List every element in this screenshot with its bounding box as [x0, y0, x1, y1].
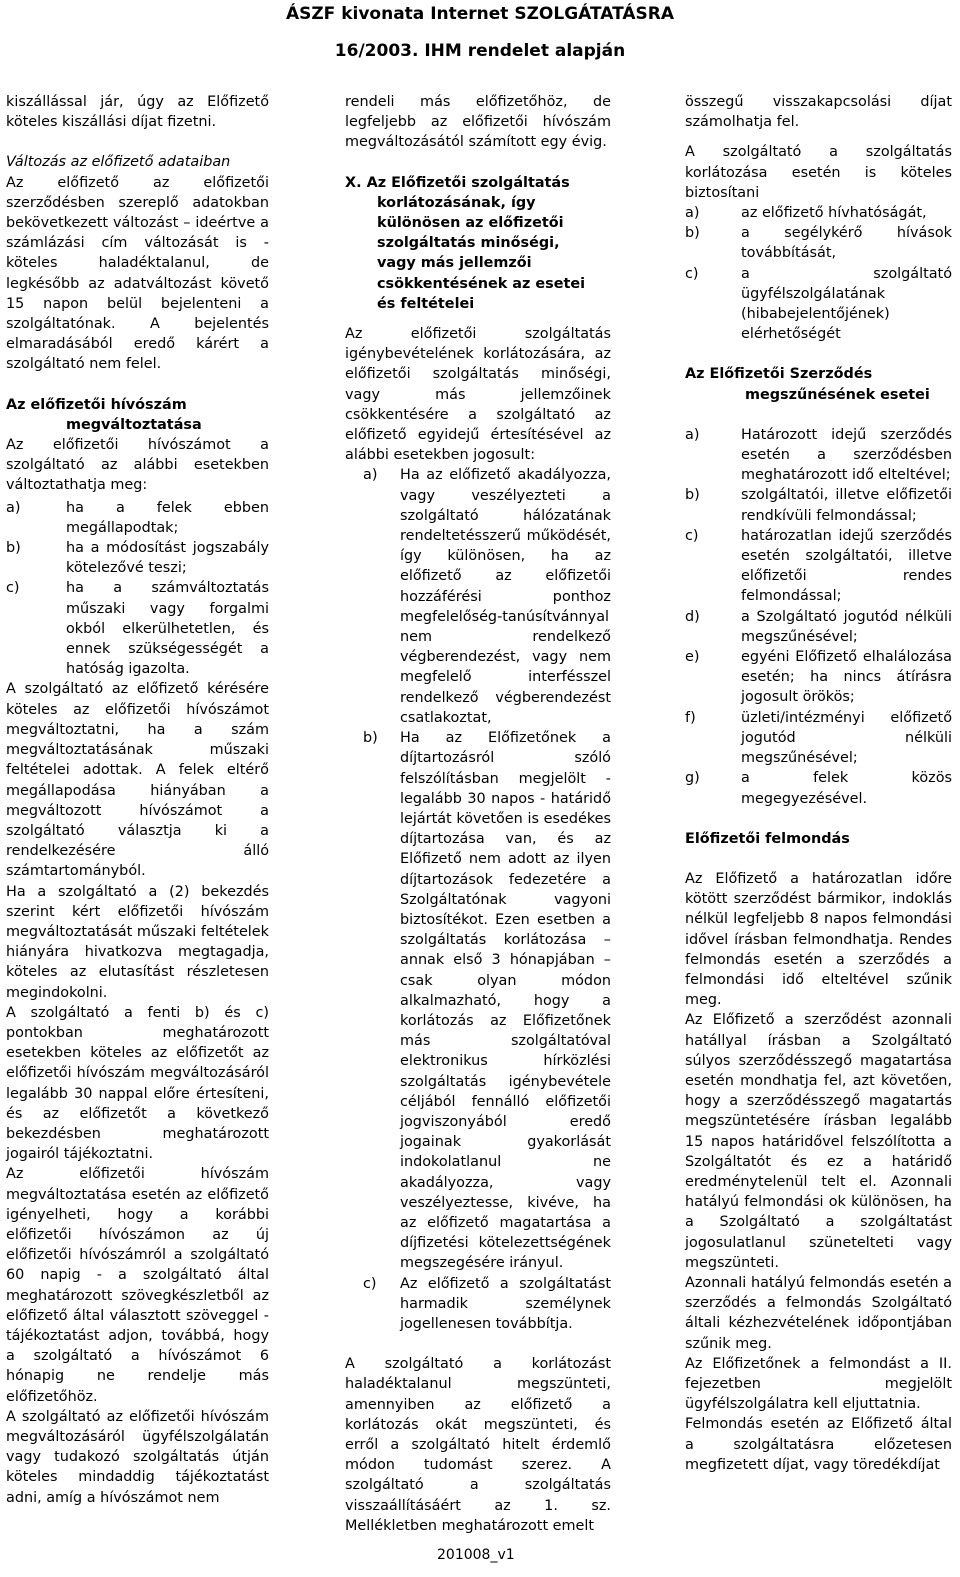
- list-item: [685, 264, 952, 345]
- paragraph: Az előfizetői hívószámot a szolgáltató az alábbi esetekben változtathatja meg:: [6, 437, 269, 494]
- paragraph: összegű visszakapcsolási díjat számolhatja fel.: [685, 94, 952, 131]
- paragraph: A szolgáltató a korlátozást haladéktalanul megszünteti, amennyiben az előfizető a korlátozás okát megszünteti, és erről a szolgáltató hitelt érdemlő módon tudomást szerez. A szolgáltató a szolgáltatás visszaállításáért az 1. sz. Mellékletben meghatározott emelt: [345, 1356, 611, 1534]
- list-text: szolgáltatói, illetve előfizetői rendkívüli felmondással;: [741, 487, 952, 524]
- list-text: a segélykérő hívások továbbítását,: [741, 225, 952, 262]
- list-text: ha a számváltoztatás műszaki vagy forgalmi okból elkerülhetetlen, és ennek szükségességét a hatóság igazolta.: [66, 580, 269, 678]
- list-item: [685, 223, 952, 263]
- list-text: ha a felek ebben megállapodtak;: [66, 499, 269, 536]
- list-label: b): [6, 540, 21, 557]
- section-heading: [345, 173, 611, 314]
- paragraph: Az Előfizetőnek a felmondást a II. fejezetben megjelölt ügyfélszolgálatra kell eljuttatnia.: [685, 1355, 952, 1413]
- heading-line: Az Előfizetői Szerződés: [685, 366, 873, 383]
- list-text: egyéni Előfizető elhalálozása esetén; ha nincs átírásra jogosult örökös;: [741, 649, 952, 706]
- list-item: [685, 768, 952, 808]
- list-label: c): [685, 527, 699, 544]
- list-text: ha a módosítást jogszabály kötelezővé teszi;: [66, 540, 269, 577]
- list-label: a): [363, 467, 378, 484]
- list-label: f): [685, 709, 696, 726]
- list-text: Ha az előfizető akadályozza, vagy veszélyezteti a szolgáltató hálózatának rendeltetésszerű működését, így különösen, ha az előfizető az előfizetői hozzáférési ponthoz megfelelőség-tanúsítvánnyal nem rendelkező végberendezést, vagy nem megfelelő interfésszel rendelkező végberendezést csatlakoztat,: [400, 467, 611, 726]
- paragraph: Az előfizető az előfizetői szerződésben szereplő adatokban bekövetkezett változást – ideértve a számlázási cím változását is - köteles haladéktalanul, de legkésőbb az adatváltozást követő 15 napon belül bejelenteni a szolgáltatónak. A bejelentés elmaradásából eredő kárért a szolgáltató nem felel.: [6, 174, 269, 373]
- heading-line: megszűnésének esetei: [745, 386, 930, 403]
- heading-line: Az előfizetői hívószám: [6, 396, 187, 413]
- paragraph: Felmondás esetén az Előfizető által a szolgáltatásra előzetesen megfizetett díjat, vagy töredékdíjat: [685, 1416, 952, 1473]
- list-item: [685, 203, 952, 223]
- section-heading: Előfizetői felmondás: [685, 830, 850, 847]
- column-2: [345, 92, 611, 1536]
- list-label: d): [685, 608, 700, 625]
- list-label: b): [685, 487, 700, 504]
- list-label: b): [363, 730, 378, 747]
- list-label: g): [685, 770, 700, 787]
- paragraph: Ha a szolgáltató a (2) bekezdés szerint kért előfizetői hívószám megváltoztatását műszaki feltételek hiányára hivatkozva megtagadja, köteles az elutasítást részletesen megindokolni.: [6, 883, 269, 1001]
- heading-line: korlátozásának, így: [377, 194, 536, 211]
- paragraph: Az Előfizető a határozatlan időre kötött szerződést bármikor, indoklás nélkül legfeljebb 8 napos felmondási idővel írásban felmondhatja. Rendes felmondás esetén a szerződés a felmondási idő elteltével szűnik meg.: [685, 870, 952, 1009]
- heading-line: vagy más jellemzői: [377, 255, 532, 272]
- list-item: [685, 607, 952, 647]
- column-3: [685, 92, 952, 1475]
- section-heading: [685, 364, 952, 404]
- list-label: b): [685, 225, 700, 242]
- list-text: Határozott idejű szerződés esetén a szerződésben meghatározott idő elteltével;: [741, 426, 952, 484]
- paragraph: A szolgáltató az előfizető kérésére köteles az előfizetői hívószámot megváltoztatni, ha a szám megváltoztatásának műszaki feltételei adottak. A felek eltérő megállapodása hiányában a megváltozott hívószámot a szolgáltató választja ki a rendelkezésére álló számtartományból.: [6, 681, 269, 880]
- paragraph: Az Előfizető a szerződést azonnali hatállyal írásban a Szolgáltató súlyos szerződésszegő magatartása esetén mondhatja fel, azt követően, hogy a szerződésszegő magatartás megszüntetésére írásban legalább 15 napos határidővel felszólította a Szolgáltatót és ez a határidő eredménytelenül telt el. Azonnali hatályú felmondási ok különösen, ha a Szolgáltató a szolgáltatást jogosulatlanul szünetelteti vagy megszünteti.: [685, 1012, 952, 1271]
- list-item: [685, 526, 952, 607]
- list-label: a): [685, 426, 700, 443]
- document-subtitle: 16/2003. IHM rendelet alapján: [334, 41, 626, 61]
- paragraph: A szolgáltató az előfizetői hívószám megváltozásáról ügyfélszolgálatán vagy tudakozó szolgáltatás útján köteles mindaddig tájékoztatást adni, amíg a hívószámot nem: [6, 1408, 269, 1506]
- paragraph: Az előfizetői szolgáltatás igénybevételének korlátozására, az előfizetői szolgáltatás minőségi, vagy más jellemzőinek csökkentésére a szolgáltató az előfizető egyidejű értesítésével az alábbi esetekben jogosult:: [345, 326, 611, 464]
- list-label: c): [685, 265, 699, 282]
- list-item: [345, 465, 611, 728]
- list-item: [685, 485, 952, 525]
- paragraph: rendeli más előfizetőhöz, de legfeljebb az előfizetői hívószám megváltozásától számított egy évig.: [345, 94, 611, 151]
- paragraph: A szolgáltató a fenti b) és c) pontokban meghatározott esetekben köteles az előfizetőt az előfizetői hívószám megváltozásáról legalább 30 nappal előre értesíteni, és az előfizetőt a következő bekezdésben meghatározott jogairól tájékoztatni.: [6, 1004, 269, 1163]
- list-item: [685, 647, 952, 708]
- list-text: Az előfizető a szolgáltatást harmadik személynek jogellenesen továbbítja.: [400, 1275, 611, 1332]
- paragraph: Azonnali hatályú felmondás esetén a szerződés a felmondás Szolgáltató általi kézhezvételének időpontjában szűnik meg.: [685, 1274, 952, 1352]
- list-text: üzleti/intézményi előfizető jogutód nélküli megszűnésével;: [741, 709, 952, 767]
- section-heading: [6, 395, 269, 435]
- list-text: a Szolgáltató jogutód nélküli megszűnésével;: [741, 608, 952, 645]
- list-text: a felek közös megegyezésével.: [741, 770, 952, 807]
- list-item: [6, 578, 269, 679]
- column-1: [6, 92, 269, 1508]
- document-version: 201008_v1: [437, 1547, 515, 1563]
- list-label: e): [685, 649, 700, 666]
- paragraph: A szolgáltató a szolgáltatás korlátozása esetén is köteles biztosítani: [685, 144, 952, 201]
- list-text: a szolgáltató ügyfélszolgálatának (hibabejelentőjének) elérhetőségét: [741, 265, 952, 343]
- list-item: [345, 1274, 611, 1335]
- list-label: c): [6, 580, 20, 597]
- list-item: [6, 498, 269, 538]
- paragraph: kiszállással jár, úgy az Előfizető köteles kiszállási díjat fizetni.: [6, 94, 269, 131]
- section-heading: Változás az előfizető adataiban: [6, 154, 231, 171]
- heading-line: csökkentésének az esetei: [377, 275, 586, 292]
- list-item: [345, 728, 611, 1273]
- list-label: a): [685, 205, 700, 222]
- list-text: Ha az Előfizetőnek a díjtartozásról szóló felszólításban megjelölt - legalább 30 napos - határidő lejártát követően is esedékes díjtartozása van, és az Előfizető nem adott az ilyen díjtartozások fedezetére a Szolgáltatónak vagyoni biztosítékot. Ezen esetben a szolgáltatás korlátozása – annak első 3 hónapjában – csak olyan módon alkalmazható, hogy a korlátozás az Előfizetőnek más szolgáltatóval elektronikus hírközlési szolgáltatás igénybevétele céljából fennálló előfizetői jogviszonyából eredő jogainak gyakorlását indokolatlanul ne akadályozza, vagy veszélyeztesse, kivéve, ha az előfizető magatartása a díjfizetési kötelezettségének megszegésére irányul.: [400, 730, 611, 1272]
- heading-line: szolgáltatás minőségi,: [377, 235, 560, 252]
- document-title: ÁSZF kivonata Internet SZOLGÁTATÁSRA: [285, 4, 675, 24]
- heading-line: különösen az előfizetői: [377, 215, 564, 232]
- heading-line: X. Az Előfizetői szolgáltatás: [345, 174, 570, 191]
- list-label: a): [6, 499, 21, 516]
- list-text: az előfizető hívhatóságát,: [741, 205, 927, 222]
- list-text: határozatlan idejű szerződés esetén szolgáltatói, illetve előfizetői rendes felmondással;: [741, 527, 952, 605]
- heading-line: és feltételei: [377, 295, 475, 312]
- heading-line: megváltoztatása: [66, 416, 202, 433]
- list-item: [6, 538, 269, 578]
- list-item: [685, 425, 952, 486]
- list-item: [685, 708, 952, 769]
- list-label: c): [363, 1275, 377, 1292]
- paragraph: Az előfizetői hívószám megváltoztatása esetén az előfizető igényelheti, hogy a korábbi előfizetői hívószámon az új előfizetői hívószámról a szolgáltató 60 napig - a szolgáltató által meghatározott szövegkészletből az előfizető által választott szöveggel - tájékoztatást adjon, továbbá, hogy a szolgáltató a hívószámot 6 hónapig ne rendelje más előfizetőhöz.: [6, 1166, 269, 1405]
